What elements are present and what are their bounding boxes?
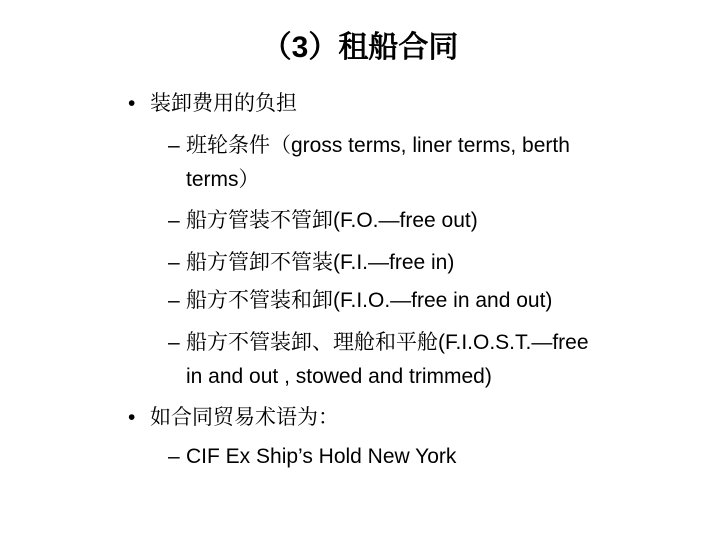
sub-item-liner-terms bbox=[168, 133, 570, 159]
sub-item-cif-ex-ship bbox=[168, 444, 456, 470]
bullet-icon: • bbox=[128, 92, 136, 115]
sub-item-free-in-and-out bbox=[168, 288, 552, 314]
dash-icon: – bbox=[168, 445, 180, 468]
dash-icon: – bbox=[168, 331, 180, 354]
sub-item-text: 船方管卸不管装(F.I.—free in) bbox=[186, 251, 455, 274]
bullet-item-cost-burden bbox=[128, 91, 297, 117]
dash-icon: – bbox=[168, 289, 180, 312]
sub-item-free-out bbox=[168, 208, 478, 234]
sub-item-text: CIF Ex Ship’s Hold New York bbox=[186, 445, 457, 468]
bullet-text: 如合同贸易术语为： bbox=[150, 406, 339, 429]
bullet-item-trade-terms bbox=[128, 405, 339, 431]
sub-item-text: 船方管装不管卸(F.O.—free out) bbox=[186, 209, 478, 232]
slide-title: （3）租船合同 bbox=[261, 31, 459, 64]
sub-item-continuation: terms） bbox=[186, 168, 260, 191]
sub-item-text: 船方不管装卸、理舱和平舱(F.I.O.S.T.—free bbox=[186, 331, 589, 354]
bullet-text: 装卸费用的负担 bbox=[150, 92, 297, 115]
sub-item-fiost bbox=[168, 330, 589, 356]
dash-icon: – bbox=[168, 134, 180, 157]
dash-icon: – bbox=[168, 251, 180, 274]
dash-icon: – bbox=[168, 209, 180, 232]
sub-item-free-in bbox=[168, 250, 454, 276]
sub-item-continuation: in and out , stowed and trimmed) bbox=[186, 365, 492, 388]
sub-item-text: 班轮条件（gross terms, liner terms, berth bbox=[186, 134, 570, 157]
bullet-icon: • bbox=[128, 406, 136, 429]
sub-item-text: 船方不管装和卸(F.I.O.—free in and out) bbox=[186, 289, 553, 312]
